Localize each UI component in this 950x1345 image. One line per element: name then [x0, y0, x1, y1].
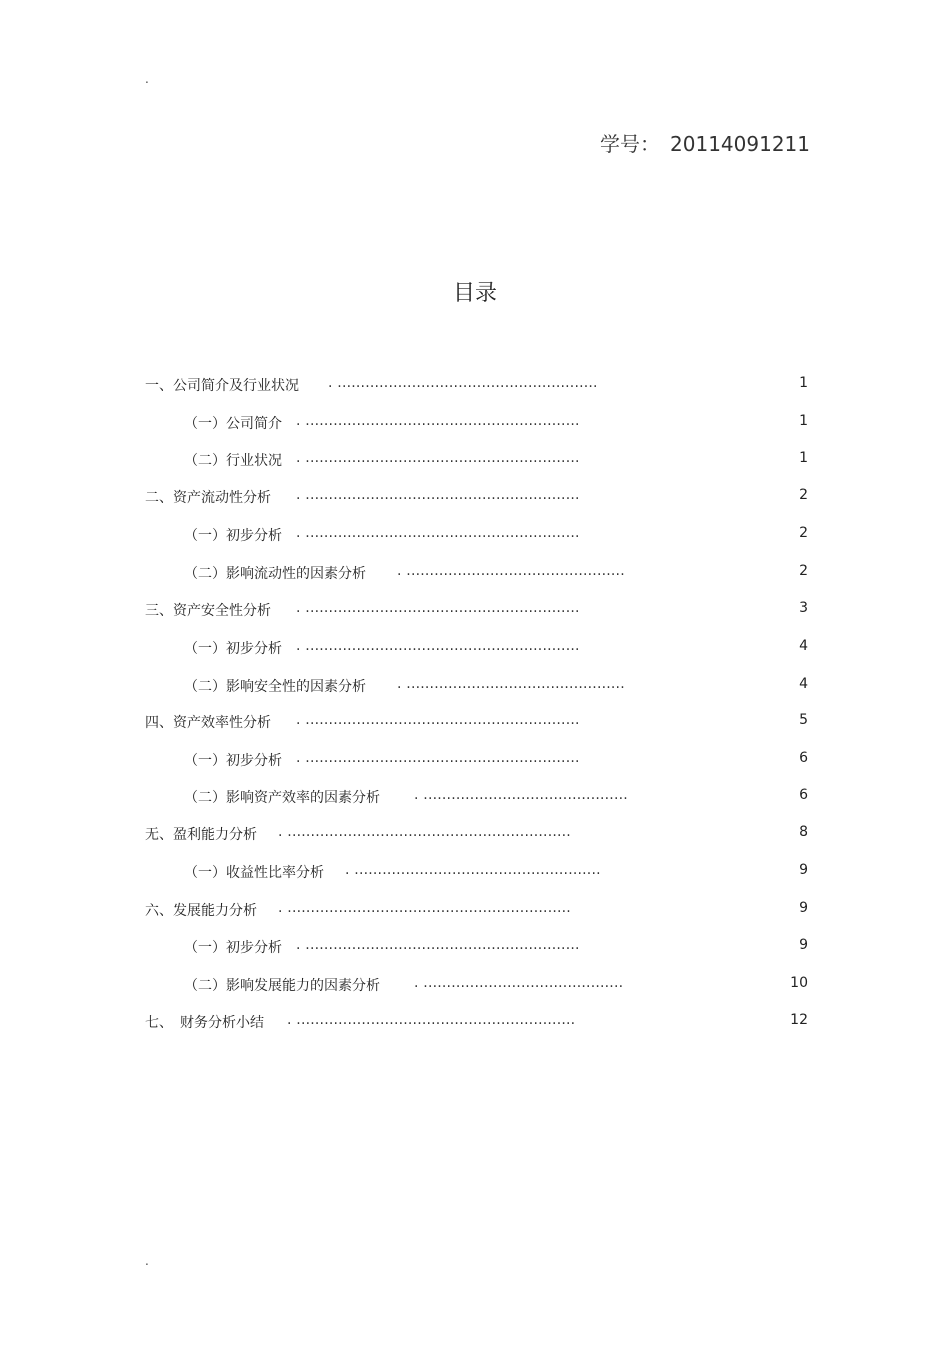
toc-entry-page: 8 — [799, 824, 808, 840]
student-id-separator: ： — [640, 132, 661, 156]
toc-entry-label: （一）初步分析 — [184, 641, 282, 657]
toc-entry-label: （二）影响发展能力的因素分析 — [184, 978, 380, 994]
toc-entry-label: 四、资产效率性分析 — [145, 715, 271, 731]
toc-entry[interactable] — [0, 450, 950, 472]
toc-entry-leader: . ............................................ — [414, 787, 628, 803]
student-id — [600, 128, 810, 157]
toc-entry-page: 9 — [799, 937, 808, 953]
toc-entry-label: （一）初步分析 — [184, 528, 282, 544]
toc-entry-leader: . ........................................................... — [296, 487, 580, 503]
toc-entry-label: 六、发展能力分析 — [145, 903, 257, 919]
toc-entry[interactable] — [0, 787, 950, 809]
toc-entry-leader: . ..................................................... — [345, 862, 601, 878]
toc-entry-label: （二）影响安全性的因素分析 — [184, 679, 366, 695]
toc-entry-label: （二）影响资产效率的因素分析 — [184, 790, 380, 806]
toc-entry-label: （二）行业状况 — [184, 453, 282, 469]
toc-entry-page: 1 — [799, 450, 808, 466]
toc-entry-leader: . ........................................................... — [296, 525, 580, 541]
toc-entry-label: 七、 财务分析小结 — [145, 1015, 264, 1031]
toc-title: 目录 — [452, 281, 497, 306]
toc-entry[interactable] — [0, 862, 950, 884]
toc-entry-page: 6 — [799, 750, 808, 766]
toc-entry-leader: . ........................................................... — [296, 450, 580, 466]
toc-entry-leader: . ............................................................. — [278, 900, 571, 916]
toc-entry-page: 3 — [799, 600, 808, 616]
toc-entry[interactable] — [0, 937, 950, 959]
toc-entry-leader: . ........................................................... — [296, 600, 580, 616]
toc-entry[interactable] — [0, 975, 950, 997]
toc-entry-page: 5 — [799, 712, 808, 728]
toc-entry-leader: . ............................................... — [397, 676, 625, 692]
toc-entry-page: 9 — [799, 900, 808, 916]
toc-entry-page: 2 — [799, 487, 808, 503]
toc-entry[interactable] — [0, 900, 950, 922]
toc-entry[interactable] — [0, 676, 950, 698]
toc-entry-label: （一）初步分析 — [184, 753, 282, 769]
toc-entry[interactable] — [0, 600, 950, 622]
toc-entry-page: 1 — [799, 413, 808, 429]
toc-entry-leader: . ........................................... — [414, 975, 624, 991]
toc-entry-label: 二、资产流动性分析 — [145, 490, 271, 506]
toc-entry[interactable] — [0, 413, 950, 435]
student-id-value: 20114091211 — [670, 132, 810, 156]
toc-entry[interactable] — [0, 487, 950, 509]
toc-entry-page: 10 — [790, 975, 808, 991]
toc-entry-label: 无、盈利能力分析 — [145, 827, 257, 843]
toc-entry[interactable] — [0, 712, 950, 734]
toc-entry-label: （一）公司简介 — [184, 416, 282, 432]
toc-entry-page: 2 — [799, 563, 808, 579]
page-mark-top: . — [145, 72, 149, 86]
toc-entry[interactable] — [0, 750, 950, 772]
toc-entry-leader: . ............................................... — [397, 563, 625, 579]
toc-entry-leader: . ............................................................ — [287, 1012, 576, 1028]
toc-entry-page: 2 — [799, 525, 808, 541]
toc-entry-label: （二）影响流动性的因素分析 — [184, 566, 366, 582]
toc-entry-leader: . ........................................................... — [296, 712, 580, 728]
toc-entry[interactable] — [0, 525, 950, 547]
toc-entry-leader: . ........................................................... — [296, 750, 580, 766]
toc-entry-page: 6 — [799, 787, 808, 803]
toc-entry-label: （一）收益性比率分析 — [184, 865, 324, 881]
page-mark-bottom: . — [145, 1254, 149, 1268]
toc-entry[interactable] — [0, 1012, 950, 1034]
toc-entry-page: 12 — [790, 1012, 808, 1028]
toc-entry[interactable] — [0, 563, 950, 585]
toc-entry-leader: . ........................................................ — [328, 375, 598, 391]
toc-entry-page: 4 — [799, 638, 808, 654]
toc-entry-page: 1 — [799, 375, 808, 391]
toc-entry[interactable] — [0, 824, 950, 846]
toc-entry-leader: . ........................................................... — [296, 638, 580, 654]
toc-entry-leader: . ............................................................. — [278, 824, 571, 840]
toc-entry[interactable] — [0, 638, 950, 660]
toc-entry-label: （一）初步分析 — [184, 940, 282, 956]
student-id-label: 学号 — [600, 132, 641, 156]
toc-entry-page: 9 — [799, 862, 808, 878]
toc-entry-leader: . ........................................................... — [296, 937, 580, 953]
toc-entry-leader: . ........................................................... — [296, 413, 580, 429]
toc-entry[interactable] — [0, 375, 950, 397]
toc-entry-label: 一、公司简介及行业状况 — [145, 378, 299, 394]
toc-entry-label: 三、资产安全性分析 — [145, 603, 271, 619]
toc-entry-page: 4 — [799, 676, 808, 692]
